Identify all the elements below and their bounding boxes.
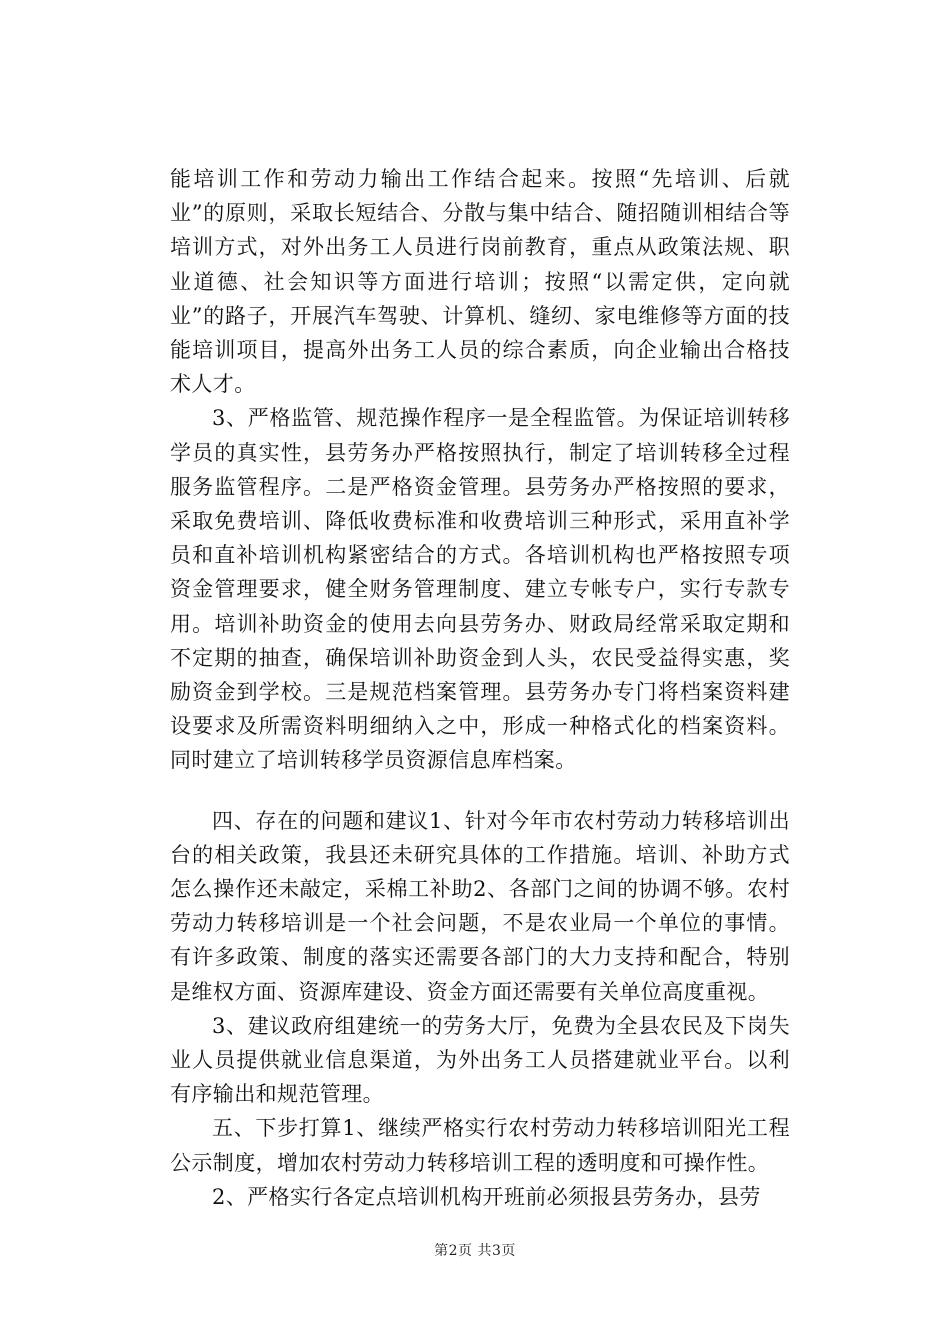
paragraph-supervision: 3、严格监管、规范操作程序一是全程监管。为保证培训转移学员的真实性，县劳务办严格按照执行，制定了培训转移全过程服务监管程序。二是严格资金管理。县劳务办严格按照的要求，采取免费培训、降低收费标准和收费培训三种形式，采用直补学员和直补培训机构紧密结合的方式。各培训机构也严格按照专项资金管理要求，健全财务管理制度、建立专帐专户，实行专款专用。培训补助资金的使用去向县劳务办、财政局经常采取定期和不定期的抽查，确保培训补助资金到人头，农民受益得实惠，奖励资金到学校。三是规范档案管理。县劳务办专门将档案资料建设要求及所需资料明细纳入之中，形成一种格式化的档案资料。同时建立了培训转移学员资源信息库档案。 — [170, 406, 790, 773]
paragraph-training-reporting: 2、严格实行各定点培训机构开班前必须报县劳务办，县劳 — [212, 1184, 761, 1209]
paragraph-labor-hall: 3、建议政府组建统一的劳务大厅，免费为全县农民及下岗失业人员提供就业信息渠道，为外出务工人员搭建就业平台。以利有序输出和规范管理。 — [170, 1013, 790, 1107]
paragraph-problems-suggestions: 四、存在的问题和建议1、针对今年市农村劳动力转移培训出台的相关政策，我县还未研究具体的工作措施。培训、补助方式怎么操作还未敲定，采棉工补助2、各部门之间的协调不够。农村劳动力转移培训是一个社会问题，不是农业局一个单位的事情。有许多政策、制度的落实还需要各部门的大力支持和配合，特别是维权方面、资源库建设、资金方面还需要有关单位高度重视。 — [170, 808, 790, 1004]
page-number-footer: 第2页 共3页 — [434, 1243, 516, 1259]
paragraph-training-methods: 能培训工作和劳动力输出工作结合起来。按照“先培训、后就业”的原则，采取长短结合、分散与集中结合、随招随训相结合等培训方式，对外出务工人员进行岗前教育，重点从政策法规、职业道德、社会知识等方面进行培训；按照“以需定供，定向就业”的路子，开展汽车驾驶、计算机、缝纫、家电维修等方面的技能培训项目，提高外出务工人员的综合素质，向企业输出合格技术人才。 — [170, 167, 790, 397]
document-body — [170, 162, 790, 1214]
paragraph-next-plan: 五、下步打算1、继续严格实行农村劳动力转移培训阳光工程公示制度，增加农村劳动力转移培训工程的透明度和可操作性。 — [170, 1116, 790, 1175]
